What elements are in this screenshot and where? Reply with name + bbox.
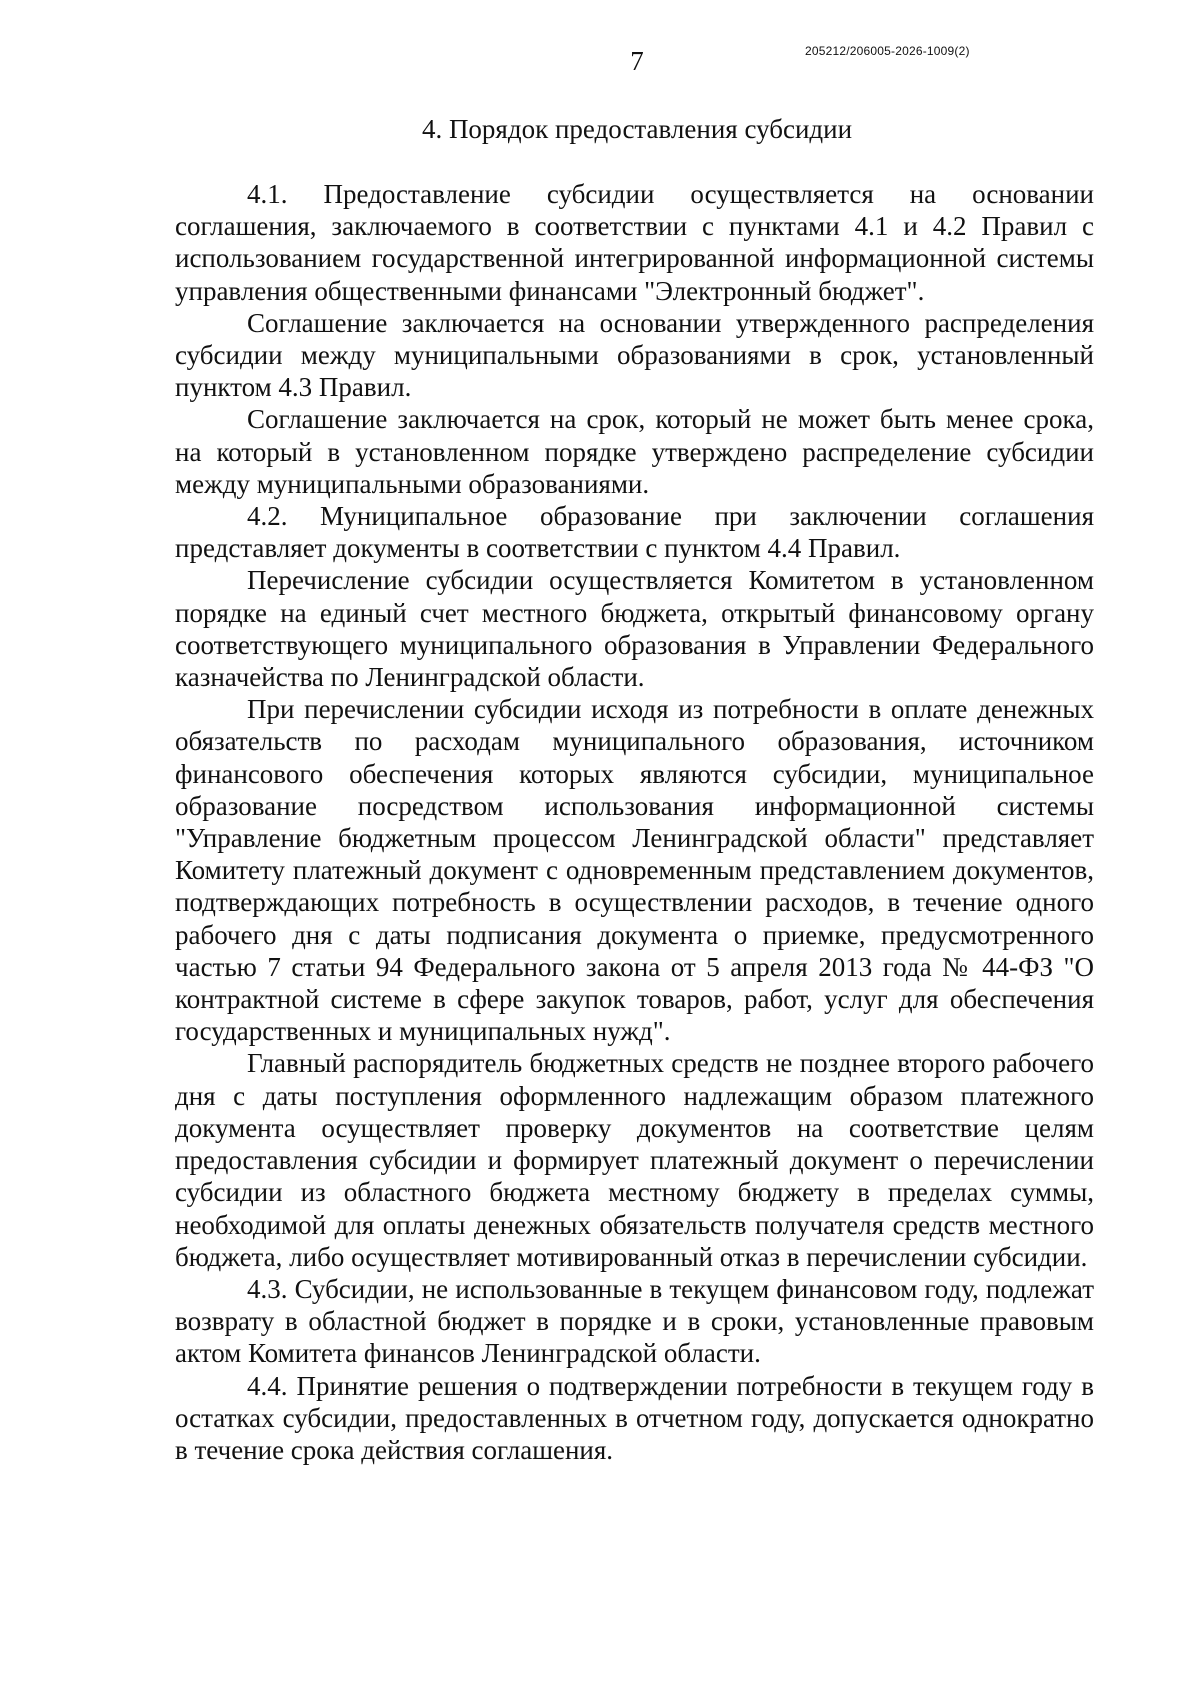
paragraph-transfer: Перечисление субсидии осуществляется Комитетом в установленном порядке на единый счет местного бюджета, открытый финансовому органу соответствующего муниципального образования в Управлении Федерального казначейства по Ленинградской области.	[175, 565, 1094, 693]
paragraph-agreement-term: Соглашение заключается на срок, который не может быть менее срока, на который в установленном порядке утверждено распределение субсидии между муниципальными образованиями.	[175, 404, 1094, 499]
paragraph-4-3: 4.3. Субсидии, не использованные в текущем финансовом году, подлежат возврату в областной бюджет в порядке и в сроки, установленные правовым актом Комитета финансов Ленинградской области.	[175, 1273, 1094, 1369]
paragraph-4-1: 4.1. Предоставление субсидии осуществляется на основании соглашения, заключаемого в соответствии с пунктами 4.1 и 4.2 Правил с использованием государственной интегрированной информационной системы управления общественными финансами "Электронный бюджет".	[175, 179, 1094, 306]
paragraph-4-4: 4.4. Принятие решения о подтверждении потребности в текущем году в остатках субсидии, предоставленных в отчетном году, допускается однократно в течение срока действия соглашения.	[175, 1370, 1094, 1465]
paragraph-agreement-basis: Соглашение заключается на основании утвержденного распределения субсидии между муниципальными образованиями в срок, установленный пунктом 4.3 Правил.	[175, 307, 1094, 403]
paragraph-payment-document: При перечислении субсидии исходя из потребности в оплате денежных обязательств по расходам муниципального образования, источником финансового обеспечения которых являются субсидии, муниципальное образование посредством использования информационной системы "Управление бюджетным процессом Ленинградской области" представляет Комитету платежный документ с одновременным представлением документов, подтверждающих потребность в осуществлении расходов, в течение одного рабочего дня с даты подписания документа о приемке, предусмотренного частью 7 статьи 94 Федерального закона от 5 апреля 2013 года № 44-ФЗ "О контрактной системе в сфере закупок товаров, работ, услуг для обеспечения государственных и муниципальных нужд".	[175, 694, 1094, 1047]
document-id: 205212/206005-2026-1009(2)	[805, 44, 970, 58]
document-body	[175, 178, 1094, 1466]
paragraph-4-2: 4.2. Муниципальное образование при заключении соглашения представляет документы в соответствии с пунктом 4.4 Правил.	[175, 501, 1094, 564]
page-number: 7	[630, 46, 644, 76]
section-title: 4. Порядок предоставления субсидии	[421, 114, 853, 144]
paragraph-chief-administrator: Главный распорядитель бюджетных средств не позднее второго рабочего дня с даты поступления оформленного надлежащим образом платежного документа осуществляет проверку документов на соответствие целям предоставления субсидии и формирует платежный документ о перечислении субсидии из областного бюджета местному бюджету в пределах суммы, необходимой для оплаты денежных обязательств получателя средств местного бюджета, либо осуществляет мотивированный отказ в перечислении субсидии.	[175, 1048, 1094, 1272]
